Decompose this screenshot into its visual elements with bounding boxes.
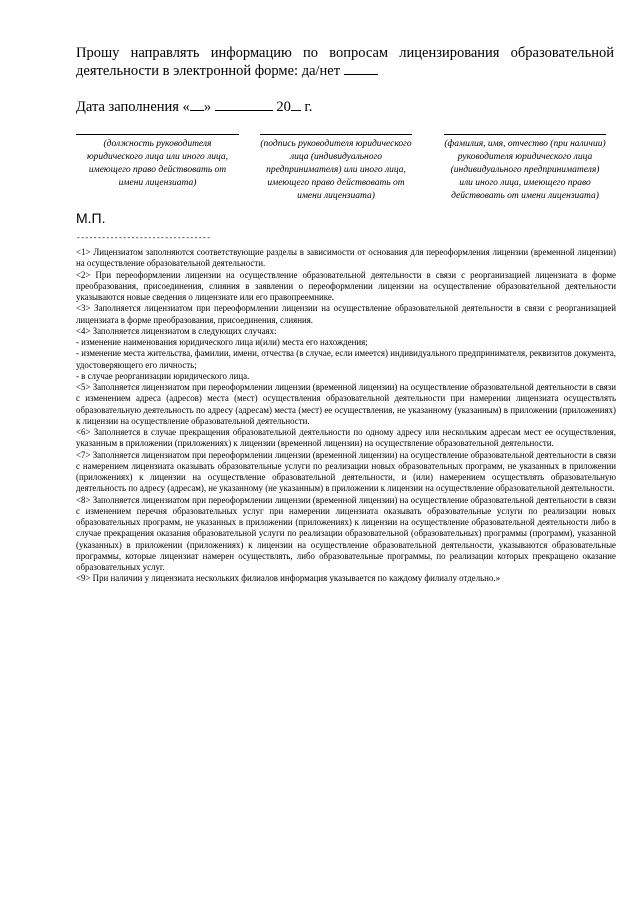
footnote-9: <9> При наличии у лицензиата нескольких филиалов информация указывается по каждому филиалу отдельно.» (76, 573, 501, 584)
footnote-7: <7> Заполняется лицензиатом при переоформлении лицензии (временной лицензии) на осуществление образовательной деятельности в связи с намерением лицензиата оказывать образовательные услуги по реализации новых образовательных программ, не указанных в приложении (приложениях) к лицензии на осуществление образовательной деятельности, и (или) намерением осуществлять образовательную деятельность по адресу (адресам), не указанному (не указанным) в приложении к лицензии на осуществление образовательной деятельности. (76, 449, 616, 494)
signature-block-sign (260, 134, 412, 203)
footnotes (76, 247, 616, 585)
footnote-4-item-3: - в случае реорганизации юридического лица. (76, 370, 250, 381)
stamp-place: М.П. (76, 210, 106, 226)
signature-block-name (444, 134, 606, 203)
footnote-4-item-1: - изменение наименования юридического лица и(или) места его нахождения; (76, 337, 368, 347)
signature-block-position (76, 134, 239, 190)
footnote-4: <4> Заполняется лицензиатом в следующих случаях: (76, 325, 277, 336)
day-blank[interactable] (190, 98, 204, 111)
footnote-4-item-2: - изменение места жительства, фамилии, имени, отчества (в случае, если имеется) индивидуального предпринимателя, реквизитов документа, удостоверяющего его личность; (76, 348, 616, 370)
footnote-8: <8> Заполняется лицензиатом при переоформлении лицензии (временной лицензии) на осуществление образовательной деятельности в связи с изменением перечня образовательных услуг при намерении лицензиата оказывать образовательные услуги по реализации новых образовательных программ, не указанных в приложении (приложениях) к лицензии на осуществление образовательной деятельности либо в случае прекращения оказания образовательной услуги по реализации образовательной (образовательных) программы (программ), указанной (указанных) в приложении (приложениях) к лицензии на осуществление образовательной деятельности, указываются образовательные программы, которые лицензиат намерен осуществлять, либо образовательные программы, по реализации которых прекращено оказание образовательных услуг. (76, 494, 616, 572)
year-blank[interactable] (291, 98, 301, 111)
signature-caption: (подпись руководителя юридического лица (индивидуального предпринимателя) или иного лица, имеющего право действовать от имени лицензиата) (260, 139, 412, 201)
name-blank-line[interactable] (444, 134, 606, 135)
email-request-paragraph (76, 44, 614, 80)
fill-date-label: Дата заполнения « (76, 99, 190, 115)
date-close-quote: » (203, 99, 212, 115)
position-caption: (должность руководителя юридического лица или иного лица, имеющего право действовать от имени лицензиата) (86, 139, 229, 188)
year-prefix: 20 (276, 99, 291, 115)
footnote-2: <2> При переоформлении лицензии на осуществление образовательной деятельности в связи с реорганизацией лицензиата в форме преобразования, присоединения, слияния в заявлении о переоформлении лицензии на осуществление образовательной деятельности указываются новые сведения о лицензиате или его правопреемнике. (76, 269, 616, 302)
footnote-1: <1> Лицензиатом заполняются соответствующие разделы в зависимости от основания для переоформления лицензии (временной лицензии) на осуществление образовательной деятельности. (76, 247, 616, 269)
month-blank[interactable] (215, 98, 273, 111)
name-caption: (фамилия, имя, отчество (при наличии) руководителя юридического лица (индивидуального предпринимателя) или иного лица, имеющего право действовать от имени лицензиата) (444, 139, 606, 201)
year-suffix: г. (304, 99, 313, 115)
fill-date-line (76, 98, 312, 116)
email-request-text: Прошу направлять информацию по вопросам лицензирования образовательной деятельности в электронной форме: да/нет (76, 45, 614, 79)
yes-no-blank[interactable] (344, 62, 378, 75)
footnote-3: <3> Заполняется лицензиатом при переоформлении лицензии на осуществление образовательной деятельности в связи с реорганизацией лицензиата в форме преобразования, присоединения, слияния. (76, 303, 616, 325)
footnote-5: <5> Заполняется лицензиатом при переоформлении лицензии (временной лицензии) на осуществление образовательной деятельности в связи с изменением адреса (адресов) места (мест) осуществления образовательной деятельности при намерении лицензиата осуществлять образовательную деятельность по адресу (адресам) места (мест) ее осуществления, не указанному (указанным) в приложении (приложениях) к лицензии на осуществление образовательной деятельности. (76, 382, 616, 426)
footnote-6: <6> Заполняется в случае прекращения образовательной деятельности по одному адресу или нескольким адресам мест ее осуществления, указанным в приложении (приложениях) к лицензии (временной лицензии) на осуществление образовательной деятельности. (76, 427, 616, 449)
signature-blank-line[interactable] (260, 134, 412, 135)
footnote-separator: -------------------------------- (76, 234, 211, 243)
position-blank-line[interactable] (76, 134, 239, 135)
